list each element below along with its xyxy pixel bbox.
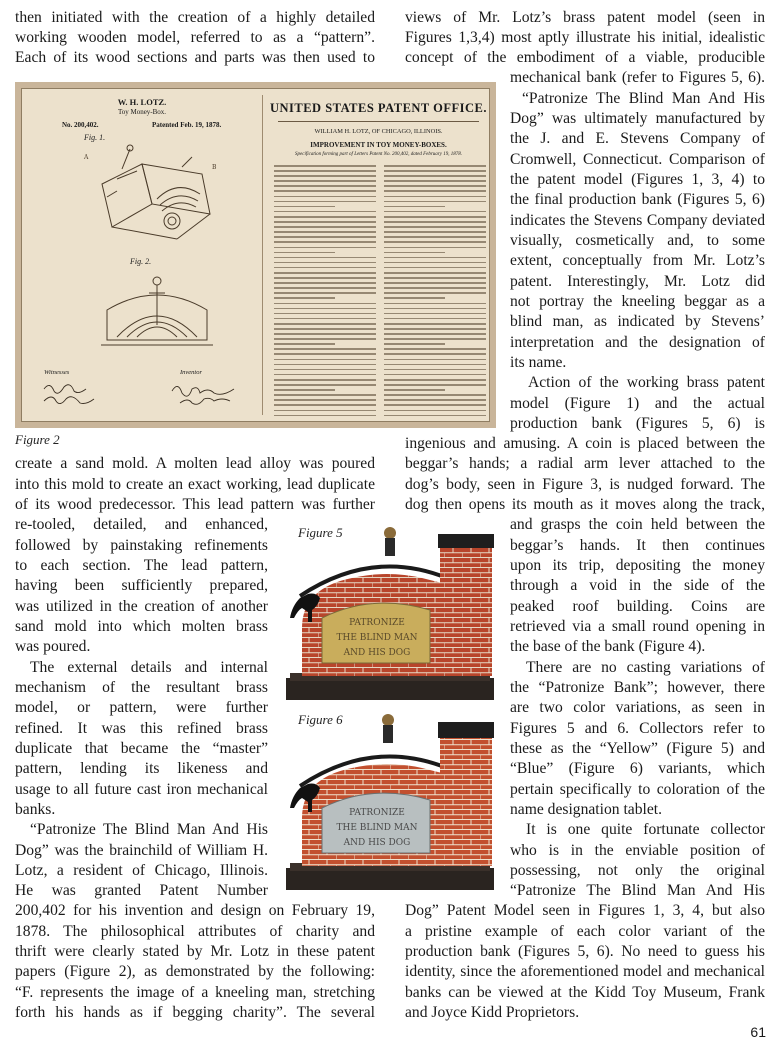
text-line: re-tooled, detailed, and enhanced, bbox=[15, 516, 268, 533]
tablet-line-2: THE BLIND MAN bbox=[336, 633, 418, 643]
text-line: There are no casting variations of bbox=[526, 659, 765, 676]
text-line: working wooden model, referred to as a “pattern”. bbox=[15, 29, 375, 46]
figure-6-caption: Figure 6 bbox=[298, 712, 343, 727]
patent-text-line bbox=[274, 216, 376, 218]
patent-text-line bbox=[274, 348, 376, 350]
patent-improvement-title: IMPROVEMENT IN TOY MONEY-BOXES. bbox=[310, 141, 447, 149]
patent-text-line bbox=[274, 364, 376, 366]
text-line: the patent model (Figures 1, 3, 4) to bbox=[510, 171, 765, 188]
patent-text-line bbox=[274, 384, 376, 386]
bank-base bbox=[286, 678, 494, 700]
text-line: It is one quite fortunate collector bbox=[526, 821, 765, 838]
patent-text-line bbox=[384, 262, 486, 264]
patent-fig1-drawing bbox=[82, 139, 232, 249]
patent-text-line bbox=[384, 292, 486, 294]
patent-office-title: UNITED STATES PATENT OFFICE. bbox=[269, 101, 488, 115]
patent-text-line bbox=[384, 185, 486, 187]
patent-text-line bbox=[274, 185, 376, 187]
text-line: “Blue” (Figure 6) variants, which bbox=[510, 760, 765, 777]
patent-text-line bbox=[384, 211, 486, 213]
patent-text-line bbox=[274, 415, 376, 417]
text-line: Dog” was ultimately manufactured by bbox=[510, 110, 765, 127]
text-line: He was granted Patent Number bbox=[15, 882, 268, 899]
patent-text-line bbox=[274, 262, 376, 264]
text-line: extent, conceptually from Mr. Lotz’s bbox=[510, 252, 765, 269]
patent-text-line bbox=[274, 410, 376, 412]
patent-divider bbox=[262, 95, 263, 415]
patent-text-line bbox=[274, 369, 376, 371]
patent-text-line bbox=[384, 348, 486, 350]
text-line: Cromwell, Connecticut. Comparison of bbox=[510, 151, 765, 168]
tablet-line-3: AND HIS DOG bbox=[343, 838, 411, 848]
patent-text-line bbox=[384, 247, 486, 249]
patent-date: Patented Feb. 19, 1878. bbox=[152, 121, 222, 129]
text-line: 200,402 for his invention and design on February 19, bbox=[15, 902, 375, 919]
patent-text-line bbox=[274, 272, 376, 274]
text-line: not portray the kneeling beggar as a bbox=[510, 293, 765, 310]
inventor-label: Inventor bbox=[180, 369, 203, 376]
patent-text-line bbox=[384, 180, 486, 182]
patent-text-column-right bbox=[384, 165, 486, 411]
patent-text-line bbox=[384, 369, 486, 371]
text-line: name designation tablet. bbox=[510, 801, 662, 818]
patent-text-line bbox=[384, 410, 486, 412]
text-line: of its wood predecessor. This lead pattern was further bbox=[15, 496, 375, 513]
page-number: 61 bbox=[750, 1024, 766, 1040]
witnesses-label: Witnesses bbox=[44, 369, 70, 376]
bank-base bbox=[286, 868, 494, 890]
text-line: the final production bank (Figures 5, 6) bbox=[510, 191, 765, 208]
patent-specification-sheet bbox=[268, 89, 489, 421]
text-line: create a sand mold. A molten lead alloy was poured bbox=[15, 455, 375, 472]
patent-subject: Toy Money-Box. bbox=[117, 108, 167, 116]
tablet-line-1: PATRONIZE bbox=[349, 808, 405, 818]
patent-text-line bbox=[384, 216, 486, 218]
text-line: through a void in the side of the bbox=[510, 577, 765, 594]
patent-text-line bbox=[274, 201, 376, 203]
patent-text-line bbox=[384, 282, 486, 284]
patent-drawing-sheet bbox=[22, 89, 262, 421]
patent-fig2-label: Fig. 2. bbox=[130, 257, 152, 266]
text-line: indicates the Stevens Company deviated bbox=[510, 212, 765, 229]
text-line: Figures 1,3,4) most aptly illustrate his initial, idealistic bbox=[405, 29, 765, 46]
patent-document-figure bbox=[15, 82, 496, 428]
patent-text-line bbox=[274, 231, 376, 233]
patent-text-line bbox=[384, 165, 486, 167]
text-line: forth his hands as if begging charity”. The several bbox=[15, 1004, 375, 1021]
text-line: was utilized in the creation of another bbox=[15, 598, 268, 615]
text-line: blind man, as indicated by Stevens’ bbox=[510, 313, 765, 330]
text-line: “Patronize The Blind Man And His bbox=[30, 821, 268, 838]
patent-text-line bbox=[384, 206, 445, 208]
patent-text-line bbox=[384, 394, 486, 396]
patent-text-line bbox=[384, 221, 486, 223]
text-line: “Patronize The Blind Man And His bbox=[522, 90, 765, 107]
text-line: “Patronize The Blind Man And His bbox=[510, 882, 765, 899]
patent-text-line bbox=[274, 165, 376, 167]
patent-number: No. 200,402. bbox=[62, 121, 99, 129]
text-line: sand mold into which molten brass bbox=[15, 618, 268, 635]
patent-inventor-line: WILLIAM H. LOTZ, OF CHICAGO, ILLINOIS. bbox=[314, 128, 443, 135]
bank-roof bbox=[438, 722, 494, 738]
patent-text-line bbox=[274, 359, 376, 361]
patent-text-line bbox=[274, 252, 335, 254]
patent-text-line bbox=[274, 247, 376, 249]
patent-text-line bbox=[274, 338, 376, 340]
patent-text-line bbox=[384, 241, 486, 243]
text-line: 1878. The philosophical attributes of charity and bbox=[15, 923, 375, 940]
bank-building bbox=[440, 546, 492, 676]
text-line: into this mold to create an exact working, lead duplicate bbox=[15, 476, 375, 493]
patent-text-line bbox=[274, 404, 376, 406]
text-line: production bank (Figures 5, 6) is bbox=[510, 415, 765, 432]
patent-text-line bbox=[384, 353, 486, 355]
text-line: “F. represents the image of a kneeling man, stretching bbox=[15, 984, 375, 1001]
text-line: dog’s body, seen in Figure 3, is nudged forward. The bbox=[405, 476, 765, 493]
text-line: then initiated with the creation of a highly detailed bbox=[15, 9, 375, 26]
patent-text-line bbox=[384, 308, 486, 310]
yellow-bank-figure bbox=[282, 518, 497, 706]
patent-text-column-left bbox=[274, 165, 376, 411]
patent-text-line bbox=[274, 180, 376, 182]
text-line: and Joyce Kidd Proprietors. bbox=[405, 1004, 580, 1021]
beggar-body bbox=[383, 725, 393, 743]
text-line: retrieved via a small round opening in bbox=[510, 618, 765, 635]
patent-text-line bbox=[384, 379, 486, 381]
patent-text-line bbox=[274, 287, 376, 289]
text-line: these as the “Yellow” (Figure 5) and bbox=[510, 740, 765, 757]
patent-text-line bbox=[274, 241, 376, 243]
text-line: model (Figure 1) and the actual bbox=[510, 395, 765, 412]
text-line: duplicate that became the “master” bbox=[15, 740, 268, 757]
text-line: beggar’s hands. It then continues bbox=[510, 537, 765, 554]
patent-text-line bbox=[274, 353, 376, 355]
bank-roof bbox=[438, 534, 494, 548]
tablet-line-1: PATRONIZE bbox=[349, 618, 405, 628]
patent-fig1-label: Fig. 1. bbox=[84, 133, 106, 142]
patent-text-line bbox=[274, 323, 376, 325]
text-line: to each section. The lead pattern, bbox=[15, 557, 268, 574]
text-line: mechanical bank (refer to Figures 5, 6). bbox=[510, 69, 765, 86]
patent-text-line bbox=[274, 328, 376, 330]
tablet-line-3: AND HIS DOG bbox=[343, 648, 411, 658]
patent-text-line bbox=[274, 303, 376, 305]
text-line: papers (Figure 2), as demonstrated by the following: bbox=[15, 963, 375, 980]
patent-text-line bbox=[274, 211, 376, 213]
text-line: Dog” was the brainchild of William H. bbox=[15, 842, 268, 859]
text-line: its name. bbox=[510, 354, 567, 371]
patent-text-line bbox=[274, 399, 376, 401]
patent-text-line bbox=[384, 359, 486, 361]
text-line: beggar’s hands; a radial arm lever attached to the bbox=[405, 455, 765, 472]
patent-text-line bbox=[274, 170, 376, 172]
patent-text-line bbox=[384, 201, 486, 203]
text-line: usage to all future cast iron mechanical bbox=[15, 781, 268, 798]
text-line: having been sufficiently prepared, bbox=[15, 577, 268, 594]
patent-inventor-name: W. H. LOTZ. bbox=[117, 97, 167, 107]
figure-2-caption: Figure 2 bbox=[15, 432, 60, 447]
text-line: refined. It was this refined brass bbox=[15, 720, 268, 737]
text-line: the base of the bank (Figure 4). bbox=[510, 638, 706, 655]
patent-text-line bbox=[384, 252, 445, 254]
text-line: was poured. bbox=[15, 638, 91, 655]
patent-text-line bbox=[384, 384, 486, 386]
patent-text-line bbox=[384, 175, 486, 177]
patent-text-line bbox=[274, 226, 376, 228]
patent-text-line bbox=[274, 206, 335, 208]
patent-text-line bbox=[384, 313, 486, 315]
beggar-body bbox=[385, 538, 395, 556]
text-line: views of Mr. Lotz’s brass patent model (seen in bbox=[405, 9, 765, 26]
text-line: the “Patronize Bank”; however, there bbox=[510, 679, 765, 696]
patent-text-line bbox=[274, 236, 376, 238]
text-line: Each of its wood sections and parts was then used to bbox=[15, 49, 375, 66]
text-line: pattern, lending its likeness and bbox=[15, 760, 268, 777]
patent-text-line bbox=[274, 394, 376, 396]
text-line: who is in the enviable position of bbox=[510, 842, 765, 859]
patent-fig2-drawing bbox=[97, 265, 217, 355]
text-line: the J. and E. Stevens Company of bbox=[510, 130, 765, 147]
text-line: a pristine example of each color variant of the bbox=[405, 923, 765, 940]
patent-text-line bbox=[384, 226, 486, 228]
patent-text-line bbox=[274, 282, 376, 284]
text-line: pertain specifically to coloration of the bbox=[510, 781, 765, 798]
text-line: Dog” Patent Model seen in Figures 1, 3, 4, but also bbox=[405, 902, 765, 919]
svg-text:A: A bbox=[84, 154, 89, 161]
text-line: peaked roof building. Coins are bbox=[510, 598, 765, 615]
text-line: visually, cosmetically and, to some bbox=[510, 232, 765, 249]
text-line: Action of the working brass patent bbox=[528, 374, 765, 391]
patent-text-line bbox=[274, 333, 376, 335]
text-line: thrift were clearly stated by Mr. Lotz in these patent bbox=[15, 943, 375, 960]
patent-text-line bbox=[384, 318, 486, 320]
text-line: possessing, not only the original bbox=[510, 862, 765, 879]
patent-text-line bbox=[384, 236, 486, 238]
patent-text-line bbox=[384, 323, 486, 325]
patent-text-line bbox=[384, 343, 445, 345]
patent-text-line bbox=[274, 308, 376, 310]
patent-spec-line: Specification forming part of Letters Patent No. 200,402, dated February 19, 1878. bbox=[295, 152, 462, 157]
patent-text-line bbox=[384, 196, 486, 198]
text-line: followed by painstaking refinements bbox=[15, 537, 268, 554]
patent-text-line bbox=[384, 297, 445, 299]
patent-text-line bbox=[384, 374, 486, 376]
patent-text-line bbox=[384, 190, 486, 192]
bank-building bbox=[440, 736, 492, 866]
patent-text-line bbox=[384, 267, 486, 269]
patent-text-line bbox=[274, 175, 376, 177]
patent-text-line bbox=[274, 374, 376, 376]
text-line: model, or pattern, were further bbox=[15, 699, 268, 716]
patent-text-line bbox=[274, 277, 376, 279]
patent-text-line bbox=[274, 190, 376, 192]
text-line: upon its trip, depositing the money bbox=[510, 557, 765, 574]
text-line: are two color variations, as seen in bbox=[510, 699, 765, 716]
text-line: patent. Interestingly, Mr. Lotz did bbox=[510, 273, 765, 290]
beggar-head bbox=[384, 527, 396, 539]
patent-text-line bbox=[384, 389, 445, 391]
text-line: Figures 5 and 6. Collectors refer to bbox=[510, 720, 765, 737]
figure-5-caption: Figure 5 bbox=[298, 525, 343, 540]
patent-text-line bbox=[274, 196, 376, 198]
text-line: Lotz, a resident of Chicago, Illinois. bbox=[15, 862, 268, 879]
patent-text-line bbox=[274, 257, 376, 259]
patent-text-line bbox=[384, 231, 486, 233]
patent-text-line bbox=[384, 170, 486, 172]
patent-text-line bbox=[384, 404, 486, 406]
patent-text-line bbox=[384, 277, 486, 279]
text-line: production bank (Figures 5, 6). No need to guess his bbox=[405, 943, 765, 960]
patent-text-line bbox=[274, 379, 376, 381]
text-line: banks can be viewed at the Kidd Toy Museum, Frank bbox=[405, 984, 765, 1001]
patent-text-line bbox=[384, 272, 486, 274]
patent-text-line bbox=[274, 221, 376, 223]
patent-text-line bbox=[384, 333, 486, 335]
patent-text-line bbox=[384, 364, 486, 366]
text-line: mechanism of the resultant brass bbox=[15, 679, 268, 696]
tablet-line-2: THE BLIND MAN bbox=[336, 823, 418, 833]
text-line: The external details and internal bbox=[30, 659, 268, 676]
text-line: and grasps the coin held between the bbox=[510, 516, 765, 533]
beggar-head bbox=[382, 714, 394, 726]
patent-text-line bbox=[384, 328, 486, 330]
patent-text-line bbox=[274, 267, 376, 269]
text-line: identity, since the aforementioned model and mechanical bbox=[405, 963, 765, 980]
patent-text-line bbox=[274, 343, 335, 345]
inventor-signature bbox=[170, 379, 250, 409]
text-line: concept of the embodiment of a viable, producible bbox=[405, 49, 765, 66]
patent-text-line bbox=[274, 389, 335, 391]
text-line: ingenious and amusing. A coin is placed between the bbox=[405, 435, 765, 452]
text-line: interpretation and the designation of bbox=[510, 334, 765, 351]
patent-rule bbox=[278, 121, 479, 122]
patent-text-line bbox=[274, 297, 335, 299]
patent-text-line bbox=[384, 287, 486, 289]
patent-text-line bbox=[384, 303, 486, 305]
patent-text-line bbox=[274, 313, 376, 315]
patent-text-line bbox=[384, 415, 486, 417]
blue-bank-figure bbox=[282, 710, 497, 894]
text-line: banks. bbox=[15, 801, 56, 818]
patent-text-line bbox=[384, 399, 486, 401]
patent-text-line bbox=[384, 257, 486, 259]
patent-text-line bbox=[274, 318, 376, 320]
patent-text-line bbox=[384, 338, 486, 340]
text-line: dog then opens its mouth as it moves along the track, bbox=[405, 496, 765, 513]
patent-text-line bbox=[274, 292, 376, 294]
witness-signatures bbox=[40, 379, 110, 409]
svg-text:B: B bbox=[212, 164, 217, 171]
